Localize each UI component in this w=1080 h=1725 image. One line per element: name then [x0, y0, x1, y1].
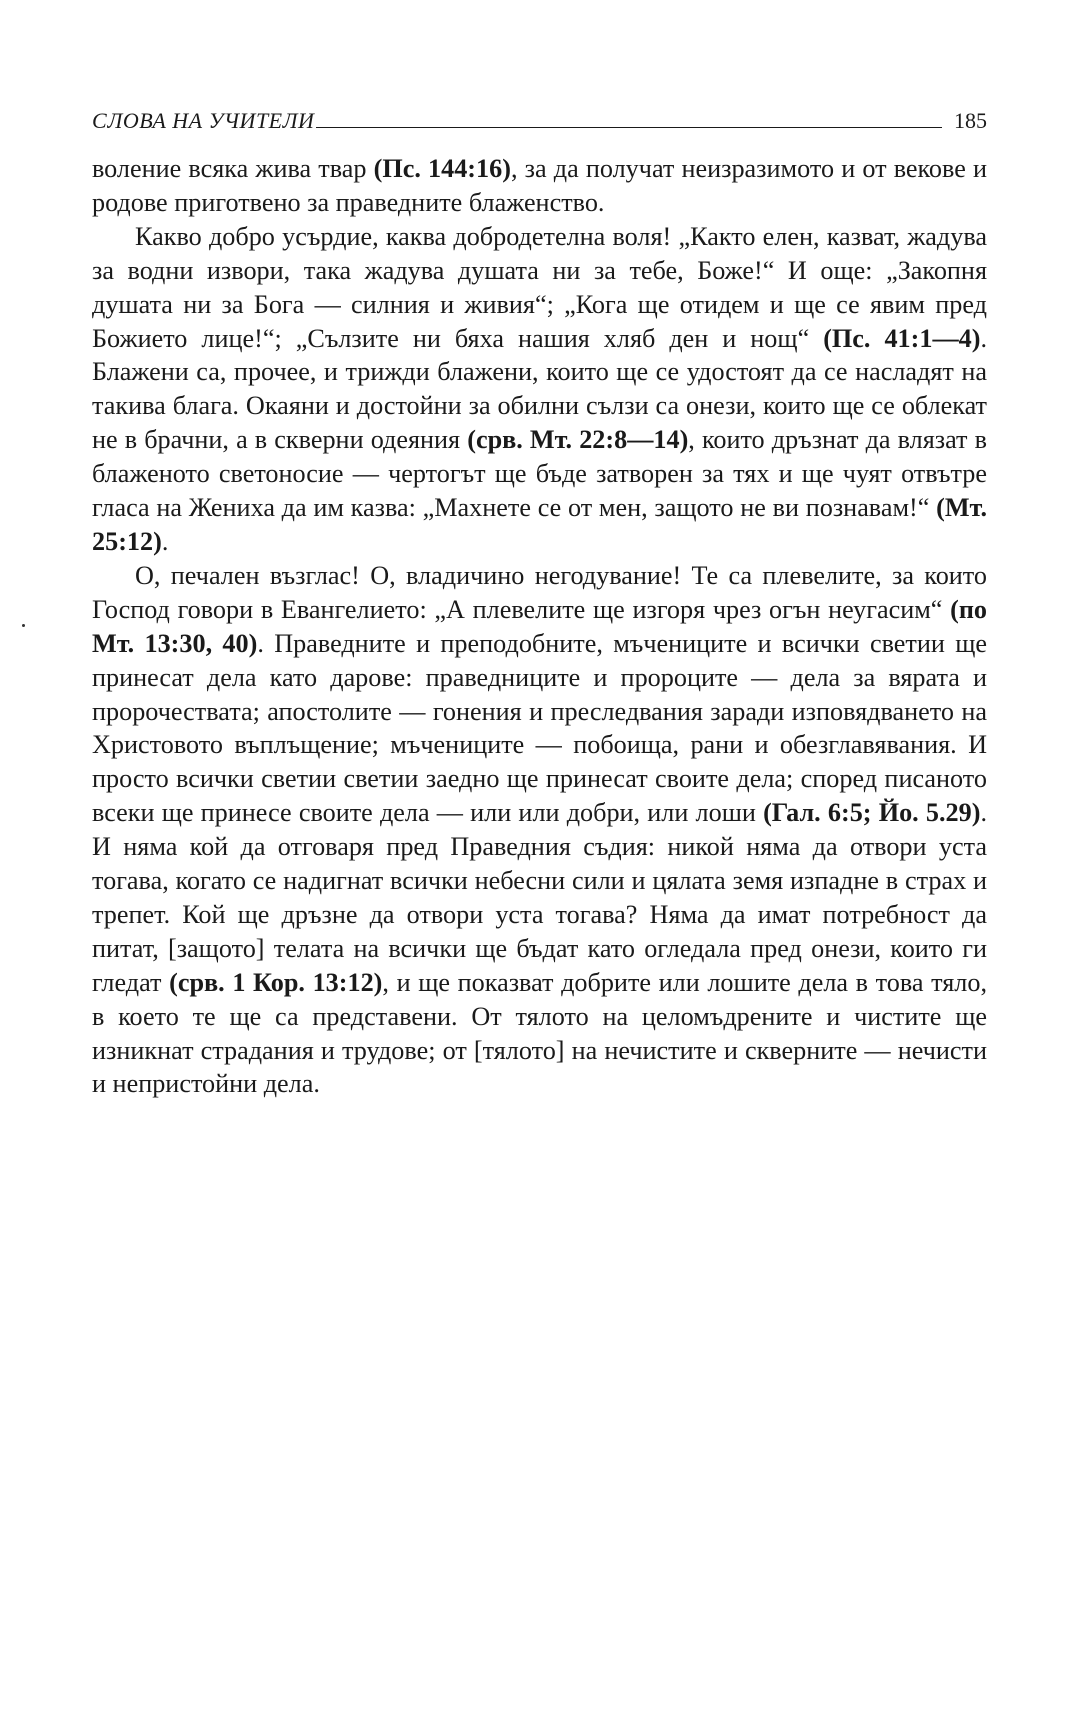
book-page: [92, 100, 987, 1101]
scripture-reference: (срв. Мт. 22:8—14): [467, 425, 689, 455]
paragraph-text: , които дръзнат да влязат в блаженото светоносие — чертогът ще бъде затворен за тях и ще чуят отвътре гласа на Жениха да им казва: „Махнете се от мен, защото не ви познавам!“: [92, 425, 987, 523]
header-rule: [316, 127, 942, 128]
running-header: [92, 100, 987, 134]
paragraph-text: . Праведните и преподобните, мъчениците и всички светии ще принесат дела като дарове: праведниците и пророците — дела за вярата и пророчествата; апостолите — гонения и преследвания заради изповядването на Христовото въплъщение; мъчениците — побоища, рани и обезглавявания. И просто всички светии светии заедно ще принесат своите дела; според писаното всеки ще принесе своите дела — или или добри, или лоши: [92, 628, 988, 828]
scripture-reference: (Мт. 25:12): [92, 493, 987, 556]
paragraph-text: , за да получат неизразимото и от векове и родове приготвено за праведните блаженство.: [92, 154, 988, 217]
scripture-reference: (Пс. 144:16): [373, 154, 511, 183]
scripture-reference: (срв. 1 Кор. 13:12): [169, 967, 383, 997]
margin-speck: [22, 624, 25, 627]
running-title: СЛОВА НА УЧИТЕЛИ: [92, 108, 315, 133]
scripture-reference: (по Мт. 13:30, 40): [92, 594, 987, 658]
page-number: 185: [954, 108, 987, 133]
paragraph-1: [92, 152, 987, 220]
scripture-reference: (Пс. 41:1—4): [823, 323, 981, 353]
paragraph-text: воление всяка жива твар: [92, 154, 374, 183]
paragraph-text: Какво добро усърдие, каква добродетелна воля! „Както елен, казват, жадува за водни извори, така жадува душата ни за тебе, Боже!“ И още: „Закопня душата ни за Бога — силния и живия“; „Кога ще отидем и ще се явим пред Божието лице!“; „Сълзите ни бяха нашия хляб ден и нощ“: [92, 221, 987, 353]
paragraph-text: .: [161, 526, 169, 556]
paragraph-text: . И няма кой да отговаря пред Праведния съдия: никой няма да отвори уста тогава, когато се надигнат всички небесни сили и цялата земя изпадне в страх и трепет. Кой ще дръзне да отвори уста тогава? Няма да имат потребност да питат, [защото] телата на всички ще бъдат като огледала пред онези, които ги гледат: [92, 798, 987, 997]
paragraph-text: О, печален възглас! О, владичино негодувание! Те са плевелите, за които Господ говори в Евангелието: „А плевелите ще изгоря чрез огън неугасим“: [92, 560, 987, 624]
paragraph-3: [92, 559, 987, 1102]
paragraph-2: [92, 220, 987, 559]
scripture-reference: (Гал. 6:5; Йо. 5.29): [763, 798, 981, 828]
paragraph-text: , и ще показват добрите или лошите дела в това тяло, в което те ще са представени. От тялото на целомъдрените и чистите ще изникнат страдания и трудове; от [тялото] на нечистите и скверните — нечисти и непристойни дела.: [92, 967, 987, 1099]
paragraph-text: . Блажени са, прочее, и трижди блажени, които ще се удостоят да се насладят на такива блага. Окаяни и достойни за обилни сълзи са онези, които ще се облекат не в брачни, а в скверни одеяния: [92, 323, 987, 455]
